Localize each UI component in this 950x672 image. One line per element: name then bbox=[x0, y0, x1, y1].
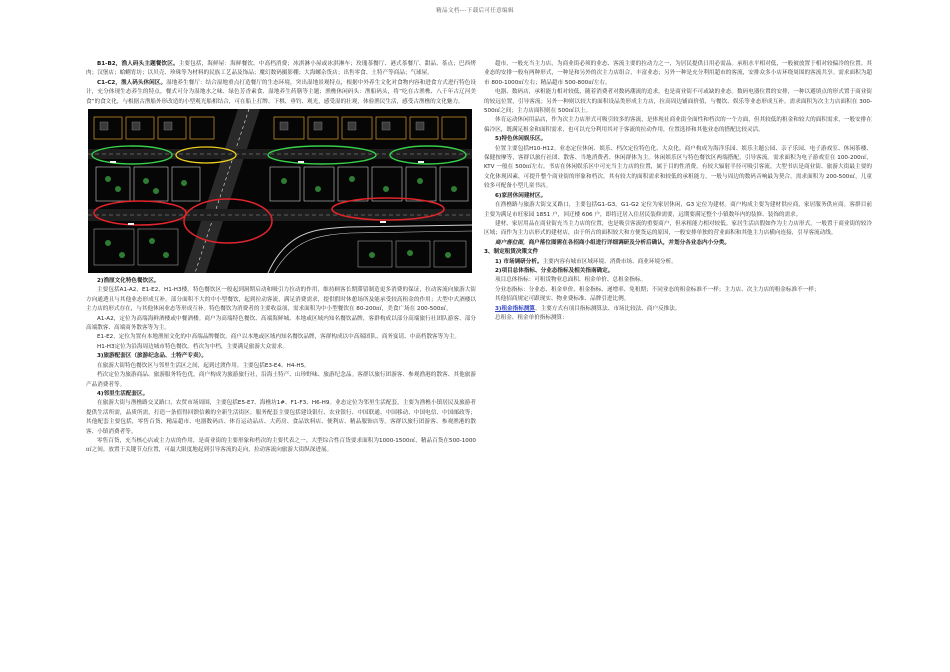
site-plan-image bbox=[88, 109, 472, 273]
item-3-last: 总租金、租金单价指标测算： bbox=[495, 314, 568, 321]
item-2-title: 2)项目总体指标、分业态指标及相关指南确定。 bbox=[495, 267, 614, 274]
b1b2-heading: B1-B2，渔人码头主题餐饮区。 bbox=[97, 61, 179, 67]
tenant-layout-label: 商户落位图， bbox=[495, 239, 529, 246]
paragraph-b1b2 bbox=[86, 60, 476, 79]
paragraph-c1c2 bbox=[86, 79, 476, 107]
site-plan-drawing bbox=[88, 109, 472, 273]
section-5-para-1: 位置主要包括H10-H12。业态定位休闲、娱乐、档次定位特色化、大众化。商户构成为海洋乐园、娱乐主题公园、亲子乐园、电子游戏室、休闲茶楼、保健按摩等，客群以旅行社团、散客、当地消费者、休闲群体为主。休闲娱乐区与特色餐饮区两端搭配，引导客流。需求面积为电子游戏室在 100-200㎡，KTV 一般在 500㎡左右。书店在休闲娱乐区中可充当主力店的位置，属于目的性消费，有较大辐射半径可吸引客流，大型书店是商业街、旅游大街最主要的文化体现因素，可提升整个商业街的形象和档次。其有较大的面积需求和较低的承租能力，一般与周边的数码音响最为契合。需求面积为 200-500㎡，儿童较多可配备小型儿童书店。 bbox=[484, 145, 872, 190]
item-2-other: 其他招商规定可跟现实、物业费标准、品牌引进比例。 bbox=[495, 296, 630, 303]
item-2-overall: 项目总体指标：可租赁物业总面积、租金单价、总租金指标。 bbox=[495, 277, 647, 284]
tenant-layout-note bbox=[484, 239, 872, 248]
item-3 bbox=[484, 305, 872, 314]
item-1 bbox=[484, 258, 872, 267]
section-4-para-2: 零售百货，充当核心店或主力店的作用，是商业街的主要形象和档次的主要代表之一。大型综合性百货要求面积为1000-1500㎡，精品百货在500-1000㎡之间。放置于关键节点位置，可最大限度地起到引导客流的走向，拉动客流向旅游大街纵深进展。 bbox=[86, 437, 476, 454]
section-2-para-2: A1-A2，定位为高端海鲜酒楼或中餐酒楼。商户为高端特色餐饮、高端海鲜城、本地或区域内知名餐饮品牌，客群构成以部分高端旅行社团队游客、部分高端散客、高端商务散客等为主。 bbox=[86, 315, 476, 332]
section-6-title: 6)家居休闲建材区。 bbox=[495, 192, 547, 199]
section-2-para-1: 主要包括A1-A2、E1-E2、H1-H3楼。特色餐饮区一般起到洞期启动和吸引力拉动的作用，维持顾客长期滞留制造更多消费的保证，拉动客流向旅游大街方向通透且与其他业态形成互补。部分面积不大的中小型餐饮，起到拉动客流，满足消费需求，提供假时休憩场所及能承受较高租金的作用；大型中式酒楼以主力店的形式存在，与其他休闲业态等形成互补。特色餐饮为消费者的主要收益项，需求面积为中小型餐饮在 80-200㎡，美食广场在 200-500㎡。 bbox=[86, 287, 476, 313]
item-3-text: 。主要方式有项目指标测算法、市场比较法、商户反推法。 bbox=[535, 305, 681, 312]
right-column bbox=[484, 60, 872, 323]
section-3-para-1: 在旅游大街特色餐饮区与邻里生活区之间，起到过渡作用。主要包括E3-E4、H4-H5。 bbox=[97, 362, 310, 369]
b1b2-text: 主要包括，海鲜屋：海鲜餐饮、中高档消费；冰淇淋小屋或冰淇淋车；玫瑰茶餐厅、港式茶餐厅、甜品、茶点；巴西烤肉；汉堡店；蛤蜊宵坊；以贝壳、珍珠等为材料的民族工艺品及饰品；魔幻数码摄影棚；大海螺杂货店；出售零食、土特产等商品；气球屋。 bbox=[86, 61, 476, 77]
section-4-title: 4)邻里生活配套区。 bbox=[97, 390, 149, 397]
section-heading-3: 3、制定租赁决策文件 bbox=[484, 249, 539, 256]
tenant-layout-text: 商户落位图需在各招商小组进行详细调研及分析后确认，并划分各业态内小分类。 bbox=[528, 239, 730, 246]
section-2-para-4: H1-H3定位为沿海周边城市特色餐饮。档次为中档，主要满足旅游大众需求。 bbox=[97, 343, 288, 350]
c1c2-text: 湿地养生餐厅：结合湿地重点打造餐厅的生态环境，突出湿地景观特点，根据中外养生文化对食物内容和进食方式进行特色设计，充分体现生态养生的特点，餐式可分为湿地水之味、绿色芳香素食、湿地养生药膳等主题；渔樵休闲码头：渔船码头，将“吃在古渔樵、八千年古辽河美食”的食文化，与根据古渔船外形改造的小型观光船相结合，可在船上打牌、下棋、垂钓、观光，感受湿的壮观，体验渔民生活，感受古渔樵的文化魅力。 bbox=[86, 79, 476, 105]
sports-paragraph: 体育运动休闲用品店，作为次主力店形式可吸引较多的客流，是体现社商业街全面性和档次的一个方面，但其较低的租金和较大的面积需求，一般安排在偏冷区，既满足租金和面积需求，也可以充分利用其对于客流的拉动作用，位置选择和其他业态的搭配比较灵活。 bbox=[484, 117, 872, 133]
left-column bbox=[86, 60, 476, 456]
section-2-para-3: E1-E2，定位为置有本地渔厘文化的中高端品牌餐饮。商户以本地或区域内知名餐饮品牌，客群构成以中高端团队、商务宴请、中高档散客等为主。 bbox=[97, 334, 461, 341]
c1c2-heading: C1-C2，渔人码头休闲区。 bbox=[97, 79, 167, 86]
section-2-title: 2)渔厘文化特色餐饮区。 bbox=[97, 278, 160, 285]
page-header: 精品文档---下载后可任意编辑 bbox=[436, 8, 514, 14]
section-6-para-2: 建材、家居用品在商业街充当主力店的位置，也是吸引客流的重要商户，但承租能力相对较低。家居生活店假如作为主力店形式，一般置于商业街的较冷区域；而作为主力店形式的建材店，由于所占的面积较大和方便货运的原因，一般安排单独的营业面积和其他主力店横向连接，引导客流动线。 bbox=[484, 220, 872, 237]
section-4-para-1: 在旅游大街与渔樵路交叉路口，农贸市场周围，主要包括E5-E7、海樵坊1#、F1-F3、H6-H9。业态定位为邻里生活配套，主要为渔樵小镇居民及旅游者提供生活所需，品质所需，打造一条值得回馈信赖的全新生活街区。服务配套主要包括建设银行、农业银行、中国联通、中国移动、中国电信、中国邮政等；其他配套主要包括，零售百货、精品超市、电器数码店、体育运动品店、大药房、食品饮料店、便利店、精品服饰店等。客群以旅行团游客、参观渔港的散客、小镇消费者等。 bbox=[86, 400, 476, 435]
supermarket-paragraph: 超市，一般充当主力店，为商业街必须的业态、客流主要的拉动力之一，为居民提供日用必需品。承租水平相对低，一般被放置于相对较偏冷的位置。其业态的安排一般有两种形式，一种是和另外的次主力店组合，丰富业态；另外一种是充分利用超市的客流，安排众多小店环绕周围的客流共享。需求面积为超市 800-1000㎡左右；精品超市 500-800㎡左右。 bbox=[484, 61, 872, 86]
section-6-para-1: 在渔樵路与旅游大街交叉路口，主要包括G1-G3。G1-G2 定位为家居休闲，G3 定位为建材。商户构成主要为建材供应商，家居服务供应商。客群目前主要为满足市旺家园 1851 户，回迁楼 606 户，即将迁居入住居民装修需要，远期要满足整个小镇数年内的装修、装饰的需求。 bbox=[484, 202, 872, 218]
section-3-title: 3)旅游配套区（旅游纪念品、土特产专卖）。 bbox=[97, 353, 207, 360]
item-2-by-category: 分业态指标：分业态、租金单价、租金指标、递增率、免租期；不同业态的租金标准不一样；主力店、次主力店的租金标准不一样； bbox=[495, 286, 820, 293]
item-1-text: 主要内容有城市区域环境、消费市场、商业环境分析。 bbox=[542, 258, 677, 265]
electronics-paragraph: 电器、数码店，承租能力相对较低，随着消费者对数码潮流的追求，也是商业街不可或缺的业态。数码电器位置的安排，一种以避填点的形式置于商业街的较远位置，引导客流；另外一种则以较大的面积设品类形成主力店，拉高周边铺面价值，与餐饮、娱乐等业态形成互补。需求面积为次主力店面积在 300-500㎡之间；主力店面积则在 500㎡以上。 bbox=[484, 89, 872, 115]
section-5-title: 5)特色休闲娱乐区。 bbox=[495, 136, 547, 143]
rent-index-link[interactable]: 3)租金指标测算 bbox=[495, 305, 536, 312]
item-1-title: 1) 市场调研分析。 bbox=[495, 258, 543, 265]
section-3-para-2: 档次定位为旅游商品、旅游服务特色优，商户构成为旅游旅行社，沿海土特产、山珍野味、旅游纪念品。客群以旅行团游客、参观渔港的散客、其他旅游产品消费者等。 bbox=[86, 372, 476, 388]
